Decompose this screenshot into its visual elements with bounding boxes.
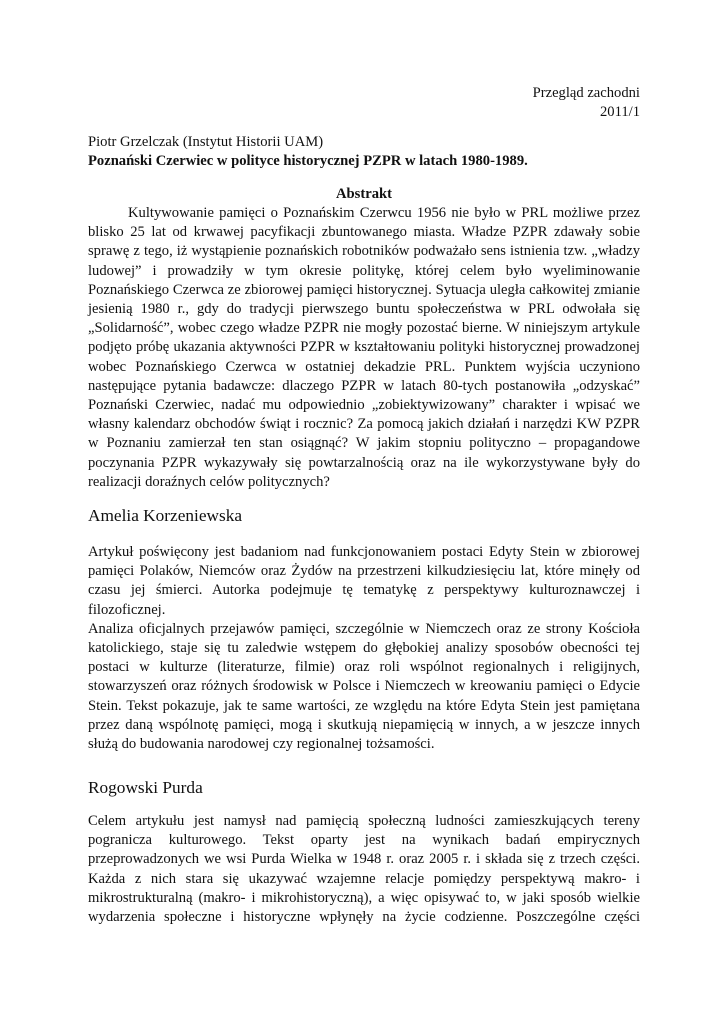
abstract-line: jesienią 1980 r., gdy do tradycji pierwszego buntu społeczeństwa w PRL odwołała się — [88, 301, 640, 318]
abstract-line: wobec Poznańskiego Czerwca w ostatniej dekadzie PRL. Punktem wyjścia uczyniono — [88, 358, 640, 375]
abstract-line: ludowej” i prowadziły w tym okresie politykę, której celem było wyeliminowanie — [88, 262, 640, 279]
article2-author: Amelia Korzeniewska — [88, 506, 243, 525]
body-line: katolickiego, staje się tu zaledwie wstępem do głębokiej analizy sposobów obecności tej — [88, 640, 640, 657]
body-line: Artykuł poświęcony jest badaniom nad funkcjonowaniem postaci Edyty Stein w zbiorowej — [88, 544, 640, 560]
abstract-line: Poznańskiego Czerwca ze zbiorowej pamięci historycznej. Sytuacja uległa całkowitej zmianie — [88, 281, 640, 298]
article1-author: Piotr Grzelczak (Instytut Historii UAM) — [88, 134, 324, 150]
body-line: pamięci Polaków, Niemców oraz Żydów na przestrzeni kilkudziesięciu lat, które minęły od — [88, 563, 640, 580]
article3-author: Rogowski Purda — [88, 778, 203, 797]
article1-abstract — [88, 204, 640, 492]
body-line: filozoficznej. — [88, 601, 166, 618]
body-line: przeprowadzonych we wsi Purda Wielka w 1948 r. oraz 2005 r. i składa się z trzech części. — [88, 851, 640, 868]
body-line: pogranicza kulturowego. Tekst oparty jest na wynikach badań empirycznych — [88, 832, 640, 849]
abstract-line: realizacji doraźnych celów politycznych? — [88, 473, 330, 490]
body-line: przez daną wspólnotę pamięci, mogą i skutkują niepamięcią w innych, a w jeszcze innych — [88, 716, 640, 733]
abstract-line: Poznański Czerwiec, nadać mu odpowiednio „zobiektywizowany” charakter i wpisać we — [88, 397, 640, 414]
body-line: czasu jej śmierci. Autorka podejmuje tę tematykę z perspektywy kulturoznawczej i — [88, 582, 640, 599]
abstract-heading: Abstrakt — [336, 186, 392, 202]
abstract-line: blisko 25 lat od krwawej pacyfikacji zbuntowanego miasta. Władze PZPR zdawały sobie — [88, 224, 640, 241]
abstract-line: sprawę z tego, iż wystąpienie poznańskich robotników podważało sens istnienia tzw. „władzy — [88, 243, 640, 260]
journal-header — [88, 84, 640, 122]
body-line: mikrostrukturalną (makro- i mikrohistoryczną), a więc opisywać to, w jaki sposób wielkie — [88, 889, 640, 906]
abstract-line: podjęto próbę ukazania aktywności PZPR w kształtowaniu polityki historycznej prowadzonej — [88, 339, 640, 356]
abstract-line: własny kalendarz obchodów świąt i rocznic? Za pomocą jakich działań i narzędzi KW PZPR — [88, 416, 640, 433]
body-line: Stein. Tekst pokazuje, jak te same wartości, ze względu na które Edyta Stein jest pamiętana — [88, 697, 640, 714]
body-line: postaci w kulturze (literaturze, filmie) oraz roli wspólnot regionalnych i religijnych, — [88, 659, 640, 676]
body-line: Celem artykułu jest namysł nad pamięcią społeczną ludności zamieszkujących tereny — [88, 813, 640, 829]
article1-header — [88, 133, 640, 171]
journal-issue: 2011/1 — [600, 104, 640, 121]
abstract-line: poczynania PZPR wykazywały się powtarzalnością oraz na ile wykorzystywane były do — [88, 454, 640, 471]
body-line: Każda z nich stara się ukazywać wzajemne relacje pomiędzy perspektywą makro- i — [88, 870, 640, 887]
article1-title: Poznański Czerwiec w polityce historycznej PZPR w latach 1980-1989. — [88, 153, 528, 170]
abstract-line: następujące pytania badawcze: dlaczego PZPR w latach 80-tych postanowiła „odzyskać” — [88, 377, 640, 394]
body-line: wydarzenia społeczne i historyczne wpłynęły na życie codzienne. Poszczególne części — [88, 909, 640, 926]
abstract-line: w Poznaniu zamierzał ten stan osiągnąć? W jakim stopniu polityczno – propagandowe — [88, 435, 640, 452]
abstract-line: Kultywowanie pamięci o Poznańskim Czerwcu 1956 nie było w PRL możliwe przez — [128, 205, 640, 221]
article2-body — [88, 543, 640, 754]
body-line: stowarzyszeń oraz różnych środowisk w Polsce i Niemczech w kreowaniu pamięci o Edycie — [88, 678, 640, 695]
journal-name: Przegląd zachodni — [532, 85, 640, 101]
article3-body — [88, 812, 640, 927]
body-line: Analiza oficjalnych przejawów pamięci, szczególnie w Niemczech oraz ze strony Kościoła — [88, 620, 640, 637]
body-line: służą do budowania narodowej czy regionalnej tożsamości. — [88, 736, 435, 753]
abstract-line: „Solidarność”, wobec czego władze PZPR nie mogły pozostać bierne. W niniejszym artykule — [88, 320, 640, 337]
